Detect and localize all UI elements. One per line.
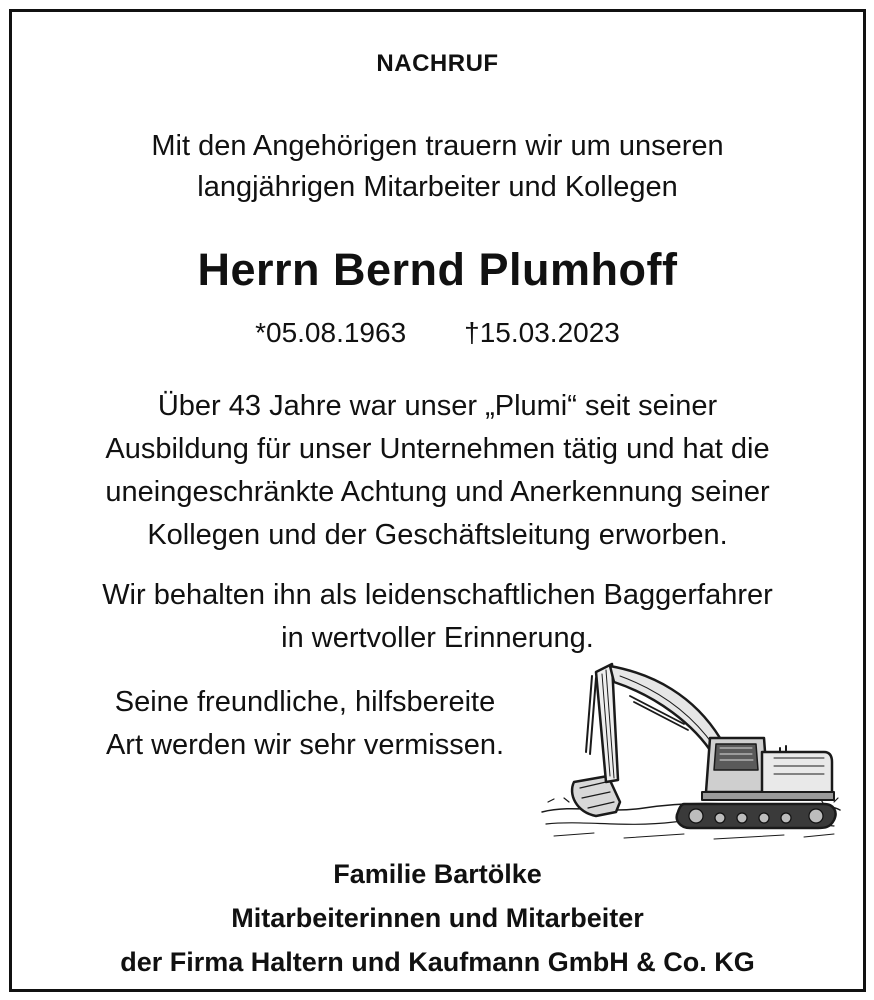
intro-line: langjährigen Mitarbeiter und Kollegen [197, 171, 678, 203]
signature-line: Familie Bartölke [333, 859, 542, 889]
signature-block [12, 852, 863, 984]
biography-text [12, 385, 863, 557]
notice-heading: NACHRUF [376, 50, 499, 77]
bio-line: uneingeschränkte Achtung und Anerkennung seiner [105, 476, 770, 508]
signature-line: der Firma Haltern und Kaufmann GmbH & Co. KG [120, 947, 755, 977]
deceased-name: Herrn Bernd Plumhoff [197, 244, 678, 295]
death-date: †15.03.2023 [464, 317, 620, 348]
bio-line: Über 43 Jahre war unser „Plumi“ seit seiner [157, 390, 718, 422]
miss-line: Seine freundliche, hilfsbereite [114, 686, 496, 718]
obituary-frame [9, 9, 866, 992]
bio-line: Ausbildung für unser Unternehmen tätig und hat die [105, 433, 770, 465]
memory-text [12, 574, 863, 660]
excavator-icon [534, 652, 846, 847]
bio-line: Kollegen und der Geschäftsleitung erworben. [147, 519, 728, 551]
life-dates [12, 317, 863, 349]
miss-line: Art werden wir sehr vermissen. [105, 729, 505, 761]
memory-line: Wir behalten ihn als leidenschaftlichen Baggerfahrer [102, 579, 773, 611]
intro-line: Mit den Angehörigen trauern wir um unseren [151, 130, 724, 162]
signature-line: Mitarbeiterinnen und Mitarbeiter [231, 903, 644, 933]
miss-text [70, 681, 540, 767]
memory-line: in wertvoller Erinnerung. [281, 622, 594, 654]
intro-text [12, 126, 863, 208]
birth-date: *05.08.1963 [255, 317, 407, 348]
